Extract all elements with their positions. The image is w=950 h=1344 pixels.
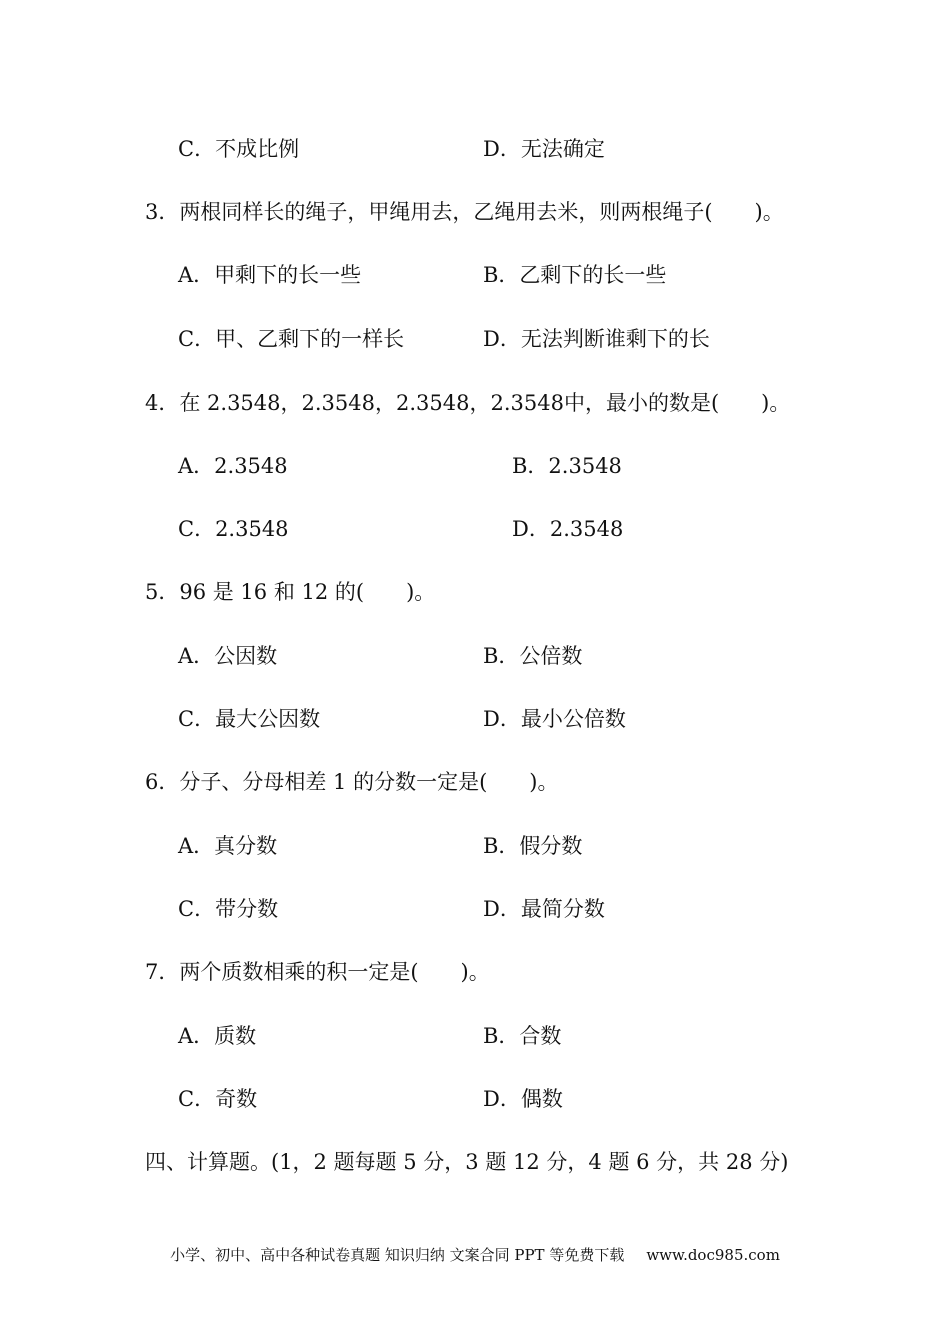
q7-option-c: C．奇数	[178, 1087, 258, 1111]
q2-option-c: C．不成比例	[178, 137, 300, 161]
q4-option-d: D．2.3548	[512, 517, 624, 541]
q5-option-c: C．最大公因数	[178, 707, 321, 731]
q6-option-b: B．假分数	[483, 834, 583, 858]
q6-option-d: D．最简分数	[483, 897, 605, 921]
q4-option-b: B．2.3548	[512, 454, 622, 478]
q4-option-c: C．2.3548	[178, 517, 289, 541]
footer-url[interactable]: www.doc985.com	[646, 1246, 780, 1264]
q5-option-b: B．公倍数	[483, 644, 583, 668]
q7-option-d: D．偶数	[483, 1087, 563, 1111]
q3-option-a: A．甲剩下的长一些	[178, 263, 362, 287]
question-5: 5．96 是 16 和 12 的( )。	[145, 580, 436, 604]
question-7: 7．两个质数相乘的积一定是( )。	[145, 960, 490, 984]
question-6: 6．分子、分母相差 1 的分数一定是( )。	[145, 770, 559, 794]
q7-option-b: B．合数	[483, 1024, 562, 1048]
q3-option-d: D．无法判断谁剩下的长	[483, 327, 710, 351]
q7-option-a: A．质数	[178, 1024, 257, 1048]
section-4-heading: 四、计算题。(1，2 题每题 5 分，3 题 12 分，4 题 6 分，共 28 分)	[145, 1150, 789, 1174]
q5-option-a: A．公因数	[178, 644, 278, 668]
question-3: 3．两根同样长的绳子，甲绳用去，乙绳用去米，则两根绳子( )。	[145, 200, 784, 224]
q6-option-a: A．真分数	[178, 834, 278, 858]
q6-option-c: C．带分数	[178, 897, 279, 921]
q5-option-d: D．最小公倍数	[483, 707, 626, 731]
page-footer	[0, 1244, 950, 1266]
q4-option-a: A．2.3548	[178, 454, 288, 478]
footer-text: 小学、初中、高中各种试卷真题 知识归纳 文案合同 PPT 等免费下载	[170, 1246, 625, 1264]
q3-option-c: C．甲、乙剩下的一样长	[178, 327, 405, 351]
question-4: 4．在 2.3548，2.3548，2.3548，2.3548中，最小的数是( )。	[145, 391, 791, 415]
q2-option-d: D．无法确定	[483, 137, 605, 161]
q3-option-b: B．乙剩下的长一些	[483, 263, 667, 287]
